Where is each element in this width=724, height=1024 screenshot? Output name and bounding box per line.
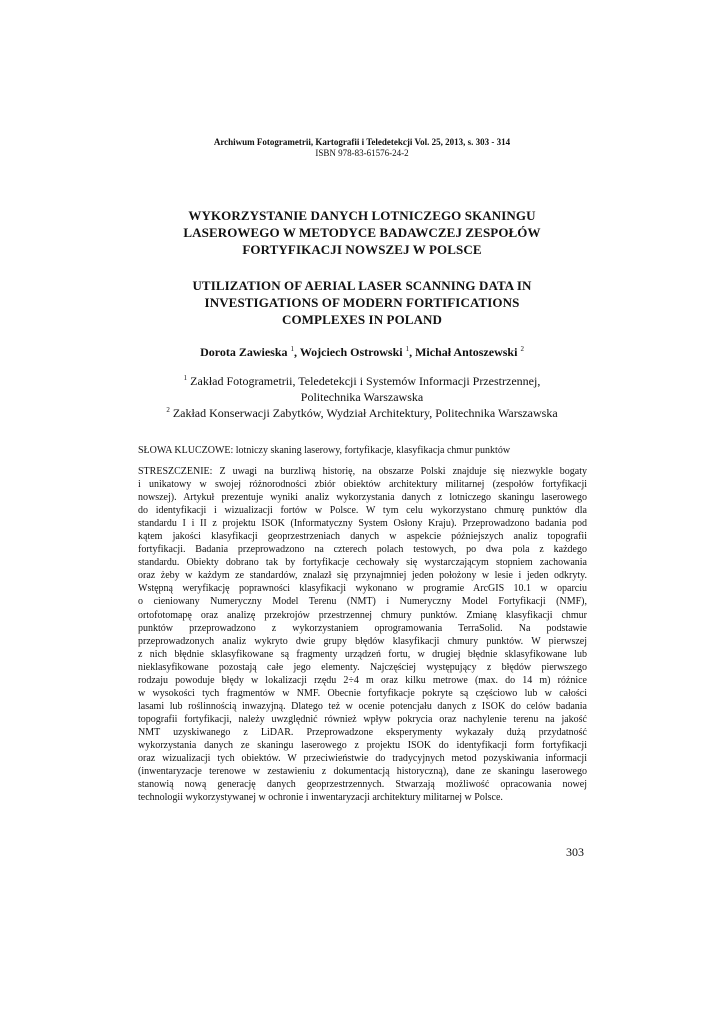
abstract-line: w wysokości tych fragmentów w NMF. Obecnie fortyfikacje pokryte są częściowo lub w całości: [138, 687, 587, 699]
abstract-line: Wstępną weryfikację poprawności klasyfikacji wykonano w programie ArcGIS 10.1 w oparciu: [138, 583, 587, 595]
abstract-line: topografii fortyfikacji, należy uwzględnić również wpływ pokrycia oraz nachylenie terenu na jakość: [138, 713, 587, 725]
abstract-line: lasami lub roślinnością inwazyjną. Dlatego też w ocenie potencjału danych z ISOK do celów badania: [138, 700, 587, 712]
title-polish: [140, 207, 584, 258]
author-affiliation-mark: 2: [520, 345, 524, 353]
page-number: 303: [566, 845, 584, 859]
affiliation-line: [0, 405, 724, 421]
abstract-line: oraz żeby w każdym ze standardów, znalazł się przynajmniej jeden położony w lesie i jeden odkryty.: [138, 570, 587, 582]
affiliation-mark: 2: [166, 406, 170, 414]
abstract-line: rodzaju powoduje błędy w lokalizacji rzędu 2÷4 m oraz kilku metrowe (max. do 14 m) różnice: [138, 674, 587, 686]
abstract-line: nowszej). Artykuł prezentuje wyniki analiz wykorzystania danych z lotniczego skaningu laserowego: [138, 492, 587, 504]
abstract: [138, 465, 587, 804]
abstract-line: technologii wykorzystywanej w ochronie i inwentaryzacji architektury militarnej w Polsce.: [138, 792, 503, 804]
title-polish-line: WYKORZYSTANIE DANYCH LOTNICZEGO SKANINGU: [188, 208, 536, 223]
title-polish-line: FORTYFIKACJI NOWSZEJ W POLSCE: [242, 242, 482, 257]
abstract-line: stanowią nową generację danych geoprzestrzennych. Stwarzają możliwość opracowania nowej: [138, 779, 587, 791]
affiliation-text: Zakład Konserwacji Zabytków, Wydział Architektury, Politechnika Warszawska: [172, 406, 558, 420]
abstract-line: kątem jakości klasyfikacji geoprzestrzeniach danych w aspekcie późniejszych analiz topografii: [138, 531, 587, 543]
abstract-line: punktów przeprowadzono z wykorzystaniem oprogramowania TerraSolid. Na podstawie: [138, 622, 587, 634]
author-affiliation-mark: 1: [290, 345, 295, 353]
abstract-line: ortofotomapę oraz analizę przekrojów przestrzennej chmury punktów. Zmianę klasyfikacji chmur: [138, 609, 587, 621]
abstract-line: STRESZCZENIE: Z uwagi na burzliwą historię, na obszarze Polski znajduje się niezwykle bogaty: [138, 466, 587, 477]
affiliation-text: Zakład Fotogrametrii, Teledetekcji i Systemów Informacji Przestrzennej,: [190, 374, 541, 388]
abstract-line: przeprowadzonych analiz wykryto dwie grupy błędów klasyfikacji chmury punktów. W pierwszej: [138, 635, 587, 647]
author-affiliation-mark: 1: [405, 345, 410, 353]
abstract-line: NMT uzyskiwanego z LiDAR. Przeprowadzone eksperymenty wykazały dużą przydatność: [138, 726, 587, 738]
keywords: SŁOWA KLUCZOWE: lotniczy skaning laserowy, fortyfikacje, klasyfikacja chmur punktów: [138, 445, 511, 456]
affiliation-line: [0, 389, 724, 405]
title-english-line: UTILIZATION OF AERIAL LASER SCANNING DATA IN: [192, 278, 532, 293]
affiliation-text: Politechnika Warszawska: [300, 390, 424, 404]
title-english-line: COMPLEXES IN POLAND: [281, 312, 443, 327]
abstract-line: (inwentaryzacje terenowe w zestawieniu z dokumentacją historyczną), dane ze skaningu laserowego: [138, 766, 587, 778]
abstract-line: z nich błędnie sklasyfikowane są fragmenty urządzeń fortu, w drugiej błędnie sklasyfikowane lub: [138, 648, 587, 660]
author-name: Michał Antoszewski: [415, 345, 518, 359]
affiliation-mark: 1: [183, 374, 188, 382]
journal-header: [0, 137, 724, 159]
abstract-line: standardu. Obiekty dobrano tak by fortyfikacje cechowały się wystarczającym stopniem zachowania: [138, 557, 587, 569]
author-separator: ,: [409, 345, 416, 359]
author-name: Dorota Zawieska: [200, 345, 288, 359]
abstract-line: oraz wizualizacji tych obiektów. W przeciwieństwie do tradycyjnych metod pozyskiwania informacji: [138, 753, 587, 765]
title-english: [140, 277, 584, 328]
affiliation-list: [0, 373, 724, 421]
title-polish-line: LASEROWEGO W METODYCE BADAWCZEJ ZESPOŁÓW: [183, 225, 541, 240]
journal-citation: Archiwum Fotogrametrii, Kartografii i Teledetekcji Vol. 25, 2013, s. 303 - 314: [213, 137, 511, 147]
author-name: Wojciech Ostrowski: [299, 345, 403, 359]
abstract-line: o cieniowany Numeryczny Model Terenu (NMT) i Numeryczny Model Fortyfikacji (NMF),: [138, 596, 587, 608]
affiliation-line: [0, 373, 724, 389]
abstract-line: i unikatowy w swojej różnorodności zbiór obiektów architektury militarnej (zespołów fortyfikacji: [138, 479, 587, 491]
author-list: [0, 344, 724, 360]
abstract-line: fortyfikacji. Badania przeprowadzono na czterech polach testowych, po dwa pola z każdego: [138, 544, 587, 556]
abstract-line: do identyfikacji i wizualizacji fortów w Polsce. W tym celu wykorzystano chmurę punktów dla: [138, 505, 587, 517]
author-separator: ,: [294, 345, 300, 359]
isbn: ISBN 978-83-61576-24-2: [315, 148, 409, 158]
abstract-line: nieklasyfikowane pozostają całe jego elementy. Najczęściej występujący z błędów pierwszego: [138, 661, 587, 673]
abstract-line: standardu I i II z projektu ISOK (Informatyczny System Osłony Kraju). Przeprowadzono badania pod: [138, 518, 587, 530]
abstract-line: wykorzystania danych ze skaningu laserowego z projektu ISOK do identyfikacji form fortyfikacji: [138, 739, 587, 751]
title-english-line: INVESTIGATIONS OF MODERN FORTIFICATIONS: [204, 295, 520, 310]
